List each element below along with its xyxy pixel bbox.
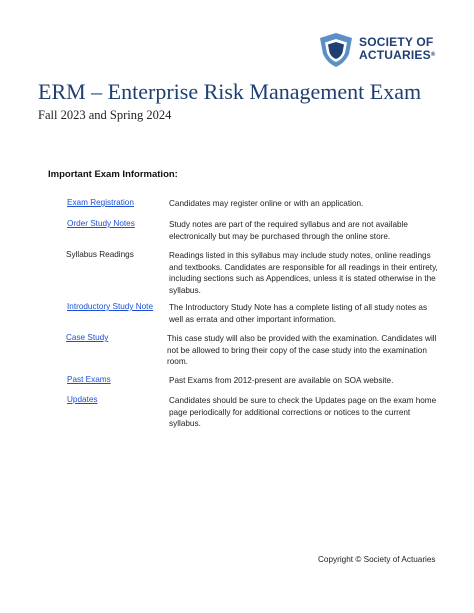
past-exams-link[interactable]: Past Exams [67, 375, 111, 384]
order-study-notes-link[interactable]: Order Study Notes [67, 219, 135, 228]
registered-mark: ® [430, 52, 436, 58]
introductory-study-note-description: The Introductory Study Note has a complete listing of all study notes as well as errata and other important information. [169, 303, 428, 324]
exam-registration-link[interactable]: Exam Registration [67, 198, 134, 207]
updates-description: Candidates should be sure to check the Updates page on the exam home page periodically for additional corrections or notices to the current syllabus. [169, 396, 437, 429]
exam-registration-description: Candidates may register online or with an application. [169, 199, 364, 208]
logo-wordmark [359, 36, 435, 62]
syllabus-readings-description: Readings listed in this syllabus may include study notes, online readings and textbooks. Candidates are responsible for all readings in their entirety, including sections such as Appendices, unless it is stated otherwise in the syllabus. [169, 251, 438, 295]
logo-line-1: SOCIETY OF [359, 35, 434, 49]
introductory-study-note-link[interactable]: Introductory Study Note [67, 302, 154, 311]
past-exams-description: Past Exams from 2012-present are available on SOA website. [169, 376, 394, 385]
exam-title: ERM – Enterprise Risk Management Exam [38, 79, 422, 104]
case-study-link[interactable]: Case Study [66, 333, 109, 342]
shield-logo-icon [318, 32, 354, 68]
case-study-description: This case study will also be provided with the examination. Candidates will not be allowed to bring their copy of the case study into the examination room. [167, 334, 437, 367]
syllabus-readings-label: Syllabus Readings [66, 250, 134, 259]
logo-line-2: ACTUARIES [359, 48, 431, 62]
copyright-footer: Copyright © Society of Actuaries [318, 555, 436, 564]
exam-session-subtitle: Fall 2023 and Spring 2024 [38, 108, 172, 122]
updates-link[interactable]: Updates [67, 395, 98, 404]
section-heading: Important Exam Information: [48, 169, 178, 180]
order-study-notes-description: Study notes are part of the required syllabus and are not available electronically but may be purchased through the online store. [169, 220, 408, 241]
soa-logo [318, 32, 438, 66]
